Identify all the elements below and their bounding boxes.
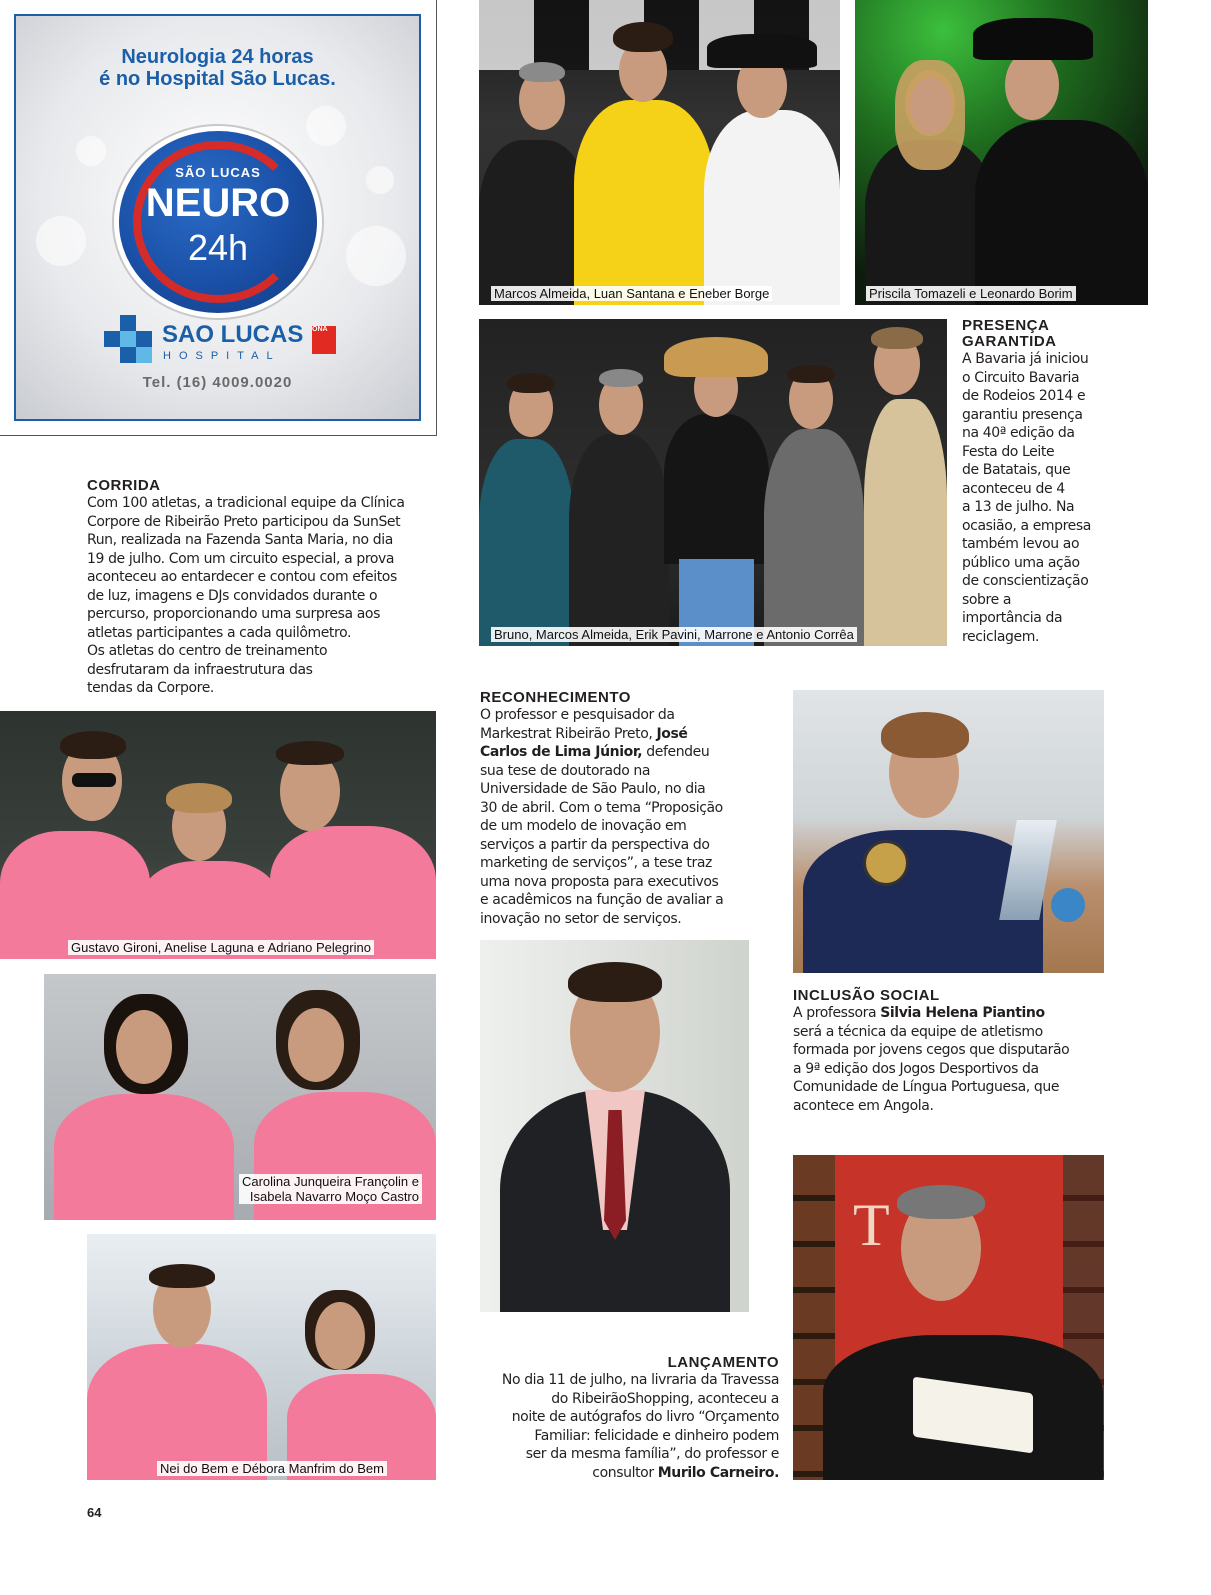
lancamento-title: LANÇAMENTO: [667, 1354, 779, 1371]
text-line: tendas da Corpore.: [87, 680, 214, 696]
text-line: Com 100 atletas, a tradicional equipe da Clínica: [87, 495, 405, 511]
text-line: do RibeirãoShopping, aconteceu a: [551, 1390, 779, 1407]
text-line: aconteceu de 4: [962, 480, 1065, 497]
caption-line: Isabela Navarro Moço Castro: [249, 1189, 419, 1204]
text-line: sua tese de doutorado na: [480, 762, 651, 779]
photo-nei-debora: [87, 1234, 436, 1480]
photo-caption: Priscila Tomazeli e Leonardo Borim: [866, 286, 1076, 301]
hospital-ad-panel: [14, 14, 421, 421]
photo-gustavo-anelise-adriano: [0, 711, 436, 959]
text-span: Markestrat Ribeirão Preto,: [480, 725, 657, 742]
text-line: garantiu presença: [962, 406, 1083, 423]
text-line: sobre a: [962, 591, 1012, 608]
text-line: [470, 1464, 779, 1483]
text-line: Universidade de São Paulo, no dia: [480, 781, 706, 797]
text-line: A Bavaria já iniciou: [962, 351, 1089, 367]
photo-caption: Bruno, Marcos Almeida, Erik Pavini, Marrone e Antonio Corrêa: [491, 627, 857, 642]
text-line: de Rodeios 2014 e: [962, 388, 1086, 404]
ad-headline-2: é no Hospital São Lucas.: [99, 68, 336, 90]
photo-murilo-carneiro: [793, 1155, 1104, 1480]
text-line: [480, 725, 780, 744]
text-line: importância da: [962, 610, 1063, 626]
neuro-logo: [112, 124, 324, 320]
text-line: público uma ação: [962, 554, 1080, 571]
text-line: Corpore de Ribeirão Preto participou da SunSet: [87, 513, 401, 530]
text-line: a 9ª edição dos Jogos Desportivos da: [793, 1060, 1039, 1077]
caption-line: Carolina Junqueira Françolin e: [241, 1174, 419, 1189]
text-line: inovação no setor de serviços.: [480, 910, 682, 927]
text-line: Familiar: felicidade e dinheiro podem: [534, 1427, 779, 1444]
text-line: e acadêmicos na função de avaliar a: [480, 892, 724, 908]
text-line: No dia 11 de julho, na livraria da Travessa: [501, 1372, 779, 1388]
text-line: será a técnica da equipe de atletismo: [793, 1023, 1043, 1040]
text-line: O professor e pesquisador da: [480, 707, 675, 723]
reconhecimento-body: [480, 706, 780, 928]
presenca-title-1: PRESENÇA: [962, 317, 1050, 334]
person-name: José: [656, 725, 688, 742]
photo-silvia-piantino: [793, 690, 1104, 973]
text-span: defendeu: [642, 744, 710, 760]
neuro-logo-hours: 24h: [187, 227, 249, 268]
text-line: de conscientização: [962, 573, 1089, 589]
text-line: 19 de julho. Com um circuito especial, a prova: [87, 550, 395, 567]
text-line: de Batatais, que: [962, 462, 1071, 478]
reconhecimento-section: [480, 690, 780, 928]
photo-caption: [239, 1174, 422, 1204]
decor-letter: T: [853, 1192, 890, 1258]
text-line: formada por jovens cegos que disputarão: [793, 1042, 1070, 1058]
text-line: Festa do Leite: [962, 443, 1055, 460]
text-line: aconteceu ao entardecer e contou com efeitos: [87, 569, 397, 585]
text-line: a 13 de julho. Na: [962, 499, 1075, 515]
person-name: Murilo Carneiro.: [657, 1464, 779, 1481]
text-line: [480, 743, 780, 762]
presenca-title-2: GARANTIDA: [962, 333, 1057, 350]
text-line: de luz, imagens e DJs convidados durante o: [87, 587, 378, 604]
text-line: reciclagem.: [962, 628, 1040, 645]
text-line: marketing de serviços”, a tese traz: [480, 855, 712, 871]
text-line: Run, realizada na Fazenda Santa Maria, no dia: [87, 532, 393, 548]
text-line: atletas participantes a cada quilômetro.: [87, 624, 352, 641]
ona-badge-icon: [312, 326, 336, 354]
presenca-body: [962, 350, 1202, 646]
corrida-section: [87, 478, 447, 698]
text-line: Os atletas do centro de treinamento: [87, 643, 328, 659]
photo-jose-carlos: [480, 940, 749, 1312]
inclusao-body: [793, 1004, 1123, 1115]
text-line: uma nova proposta para executivos: [480, 873, 719, 890]
text-line: noite de autógrafos do livro “Orçamento: [511, 1409, 779, 1425]
text-line: ser da mesma família”, do professor e: [525, 1446, 779, 1462]
photo-carolina-isabela: [44, 974, 436, 1220]
text-line: serviços a partir da perspectiva do: [480, 836, 710, 853]
photo-priscila-leonardo: [855, 0, 1148, 305]
hospital-sub: HOSPITAL: [163, 350, 281, 362]
lancamento-body: [470, 1371, 779, 1482]
page-number: 64: [87, 1505, 102, 1520]
photo-luan-santana: [479, 0, 840, 305]
text-line: o Circuito Bavaria: [962, 369, 1080, 386]
photo-bavaria-group: [479, 319, 947, 646]
corrida-body: [87, 494, 447, 698]
text-line: 30 de abril. Com o tema “Proposição: [480, 799, 723, 816]
ona-label: ONA: [312, 326, 328, 333]
text-line: na 40ª edição da: [962, 425, 1075, 441]
hospital-phone: Tel. (16) 4009.0020: [142, 374, 293, 391]
person-name: Silvia Helena Piantino: [880, 1005, 1045, 1021]
lancamento-section: [470, 1355, 779, 1482]
text-line: percurso, proporcionando uma surpresa aos: [87, 606, 380, 622]
photo-caption: Marcos Almeida, Luan Santana e Eneber Borge: [491, 286, 772, 301]
corrida-title: CORRIDA: [87, 477, 161, 494]
text-line: de um modelo de inovação em: [480, 818, 687, 834]
reconhecimento-title: RECONHECIMENTO: [480, 689, 631, 706]
text-span: consultor: [592, 1464, 658, 1481]
hospital-logo-icon: [104, 315, 154, 365]
text-line: ocasião, a empresa: [962, 517, 1091, 534]
text-line: [793, 1004, 1123, 1023]
inclusao-title: INCLUSÃO SOCIAL: [793, 987, 940, 1004]
text-line: também levou ao: [962, 536, 1080, 552]
text-span: A professora: [793, 1005, 881, 1021]
hospital-name: SAO LUCAS: [162, 321, 304, 348]
inclusao-section: [793, 988, 1123, 1115]
presenca-section: [962, 318, 1202, 646]
neuro-logo-top: SÃO LUCAS: [175, 165, 261, 180]
person-name: Carlos de Lima Júnior,: [480, 744, 643, 760]
photo-caption: Gustavo Gironi, Anelise Laguna e Adriano Pelegrino: [68, 940, 374, 955]
text-line: Comunidade de Língua Portuguesa, que: [793, 1079, 1060, 1095]
neuro-logo-title: NEURO: [145, 181, 291, 225]
text-line: desfrutaram da infraestrutura das: [87, 661, 313, 678]
text-line: acontece em Angola.: [793, 1097, 934, 1114]
photo-caption: Nei do Bem e Débora Manfrim do Bem: [157, 1461, 387, 1476]
ad-headline-1: Neurologia 24 horas: [121, 46, 314, 68]
